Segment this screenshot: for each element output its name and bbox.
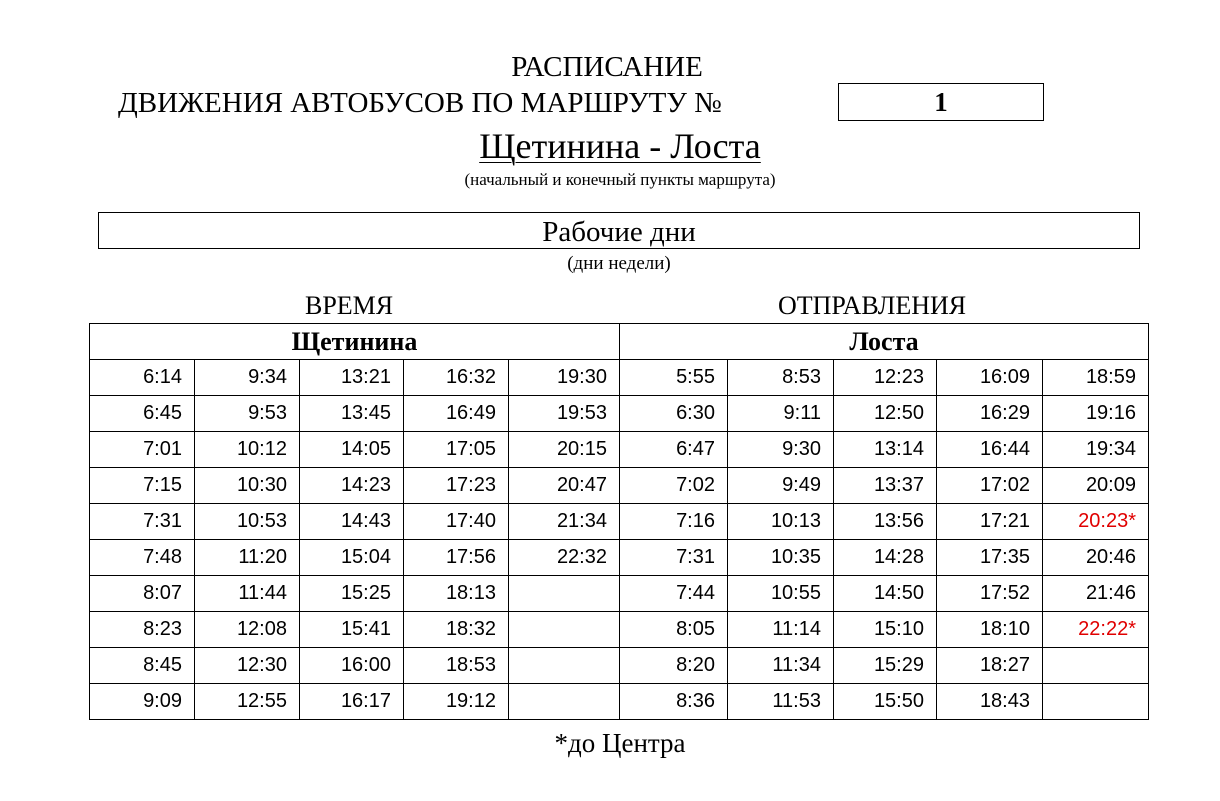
departure-time-shchetinina: 17:23	[404, 468, 509, 504]
departure-time-shchetinina	[509, 684, 620, 720]
departure-time-losta: 18:10	[937, 612, 1043, 648]
departure-time-losta: 21:46	[1043, 576, 1149, 612]
departure-time-losta: 7:44	[620, 576, 728, 612]
stops-header-row	[90, 324, 1149, 360]
departure-time-shchetinina: 13:21	[300, 360, 404, 396]
departure-time-shchetinina: 11:20	[195, 540, 300, 576]
departure-time-losta: 22:22*	[1043, 612, 1149, 648]
footnote: *до Центра	[554, 728, 686, 758]
departure-time-losta: 10:35	[728, 540, 834, 576]
departure-time-shchetinina: 8:23	[90, 612, 195, 648]
departure-time-losta: 8:36	[620, 684, 728, 720]
departure-time-shchetinina: 10:12	[195, 432, 300, 468]
title-line-1: РАСПИСАНИЕ	[511, 51, 703, 83]
departure-time-losta: 7:16	[620, 504, 728, 540]
table-row	[90, 504, 1149, 540]
departure-time-losta: 11:14	[728, 612, 834, 648]
departure-time-losta: 13:37	[834, 468, 937, 504]
departure-time-losta: 17:02	[937, 468, 1043, 504]
departure-time-losta: 11:34	[728, 648, 834, 684]
departure-time-losta: 16:44	[937, 432, 1043, 468]
departure-time-shchetinina: 7:31	[90, 504, 195, 540]
table-row	[90, 612, 1149, 648]
departure-time-shchetinina: 7:01	[90, 432, 195, 468]
departure-time-shchetinina: 20:47	[509, 468, 620, 504]
route-name: Щетинина - Лоста	[479, 126, 761, 166]
departure-time-losta: 13:56	[834, 504, 937, 540]
departure-time-shchetinina: 12:08	[195, 612, 300, 648]
departure-time-shchetinina: 10:30	[195, 468, 300, 504]
departure-time-losta: 17:52	[937, 576, 1043, 612]
departure-time-losta: 12:50	[834, 396, 937, 432]
departure-time-shchetinina: 12:30	[195, 648, 300, 684]
departure-time-shchetinina: 18:32	[404, 612, 509, 648]
departure-time-losta: 20:09	[1043, 468, 1149, 504]
departure-time-shchetinina: 9:09	[90, 684, 195, 720]
table-row	[90, 432, 1149, 468]
departure-time-losta: 14:50	[834, 576, 937, 612]
departure-time-shchetinina: 14:43	[300, 504, 404, 540]
departure-time-losta: 11:53	[728, 684, 834, 720]
departure-time-losta: 9:11	[728, 396, 834, 432]
title-line-2: ДВИЖЕНИЯ АВТОБУСОВ ПО МАРШРУТУ №	[118, 87, 722, 119]
route-number-box: 1	[838, 83, 1044, 121]
departure-time-shchetinina: 19:53	[509, 396, 620, 432]
departure-time-shchetinina: 18:13	[404, 576, 509, 612]
departure-time-shchetinina: 8:45	[90, 648, 195, 684]
departure-time-losta: 18:27	[937, 648, 1043, 684]
departure-time-shchetinina: 13:45	[300, 396, 404, 432]
departure-time-shchetinina	[509, 648, 620, 684]
table-row	[90, 648, 1149, 684]
departure-time-losta: 8:53	[728, 360, 834, 396]
departure-time-shchetinina: 14:05	[300, 432, 404, 468]
departure-time-losta: 13:14	[834, 432, 937, 468]
departure-time-losta: 19:34	[1043, 432, 1149, 468]
departure-time-shchetinina: 12:55	[195, 684, 300, 720]
departure-time-shchetinina: 15:41	[300, 612, 404, 648]
departure-time-losta: 17:21	[937, 504, 1043, 540]
table-row	[90, 468, 1149, 504]
departure-time-shchetinina: 9:34	[195, 360, 300, 396]
departure-time-shchetinina	[509, 612, 620, 648]
departure-time-shchetinina: 19:12	[404, 684, 509, 720]
departure-time-losta: 8:20	[620, 648, 728, 684]
departure-time-losta: 19:16	[1043, 396, 1149, 432]
days-note: (дни недели)	[567, 253, 671, 274]
departure-time-shchetinina: 16:32	[404, 360, 509, 396]
departure-time-shchetinina: 7:48	[90, 540, 195, 576]
departure-time-losta: 17:35	[937, 540, 1043, 576]
departure-time-shchetinina: 19:30	[509, 360, 620, 396]
departure-time-shchetinina: 9:53	[195, 396, 300, 432]
departure-time-shchetinina: 15:04	[300, 540, 404, 576]
schedule-body	[90, 360, 1149, 720]
departure-time-losta: 16:29	[937, 396, 1043, 432]
stop-header-losta: Лоста	[620, 324, 1149, 360]
departure-time-losta: 16:09	[937, 360, 1043, 396]
departure-time-losta: 6:47	[620, 432, 728, 468]
departure-time-shchetinina: 11:44	[195, 576, 300, 612]
departure-time-shchetinina: 20:15	[509, 432, 620, 468]
departure-time-losta: 10:13	[728, 504, 834, 540]
departure-time-shchetinina: 18:53	[404, 648, 509, 684]
departure-time-shchetinina: 21:34	[509, 504, 620, 540]
departure-time-losta: 7:31	[620, 540, 728, 576]
departure-time-losta: 20:23*	[1043, 504, 1149, 540]
departure-time-losta: 15:10	[834, 612, 937, 648]
departure-time-shchetinina: 15:25	[300, 576, 404, 612]
heading-time: ВРЕМЯ	[305, 291, 394, 320]
departure-time-losta: 7:02	[620, 468, 728, 504]
departure-time-losta: 15:50	[834, 684, 937, 720]
departure-time-losta: 18:59	[1043, 360, 1149, 396]
departure-time-shchetinina: 17:56	[404, 540, 509, 576]
days-box: Рабочие дни	[98, 212, 1140, 249]
table-row	[90, 360, 1149, 396]
table-row	[90, 684, 1149, 720]
departure-time-losta: 12:23	[834, 360, 937, 396]
departure-time-losta: 18:43	[937, 684, 1043, 720]
departure-time-shchetinina	[509, 576, 620, 612]
schedule-table	[89, 323, 1149, 720]
departure-time-shchetinina: 7:15	[90, 468, 195, 504]
departure-time-shchetinina: 6:45	[90, 396, 195, 432]
departure-time-shchetinina: 22:32	[509, 540, 620, 576]
departure-time-shchetinina: 16:49	[404, 396, 509, 432]
departure-time-shchetinina: 17:05	[404, 432, 509, 468]
departure-time-shchetinina: 8:07	[90, 576, 195, 612]
departure-time-losta: 6:30	[620, 396, 728, 432]
departure-time-shchetinina: 17:40	[404, 504, 509, 540]
departure-time-losta: 20:46	[1043, 540, 1149, 576]
departure-time-losta: 9:49	[728, 468, 834, 504]
departure-time-shchetinina: 16:00	[300, 648, 404, 684]
table-row	[90, 396, 1149, 432]
departure-time-losta: 10:55	[728, 576, 834, 612]
departure-time-losta	[1043, 648, 1149, 684]
departure-time-losta	[1043, 684, 1149, 720]
departure-time-losta: 14:28	[834, 540, 937, 576]
departure-time-losta: 8:05	[620, 612, 728, 648]
departure-time-shchetinina: 10:53	[195, 504, 300, 540]
stop-header-shchetinina: Щетинина	[90, 324, 620, 360]
departure-time-losta: 9:30	[728, 432, 834, 468]
departure-time-shchetinina: 6:14	[90, 360, 195, 396]
departure-time-shchetinina: 16:17	[300, 684, 404, 720]
departure-time-losta: 15:29	[834, 648, 937, 684]
route-note: (начальный и конечный пункты маршрута)	[464, 170, 776, 189]
departure-time-shchetinina: 14:23	[300, 468, 404, 504]
table-row	[90, 576, 1149, 612]
heading-departure: ОТПРАВЛЕНИЯ	[778, 291, 967, 320]
table-row	[90, 540, 1149, 576]
departure-time-losta: 5:55	[620, 360, 728, 396]
